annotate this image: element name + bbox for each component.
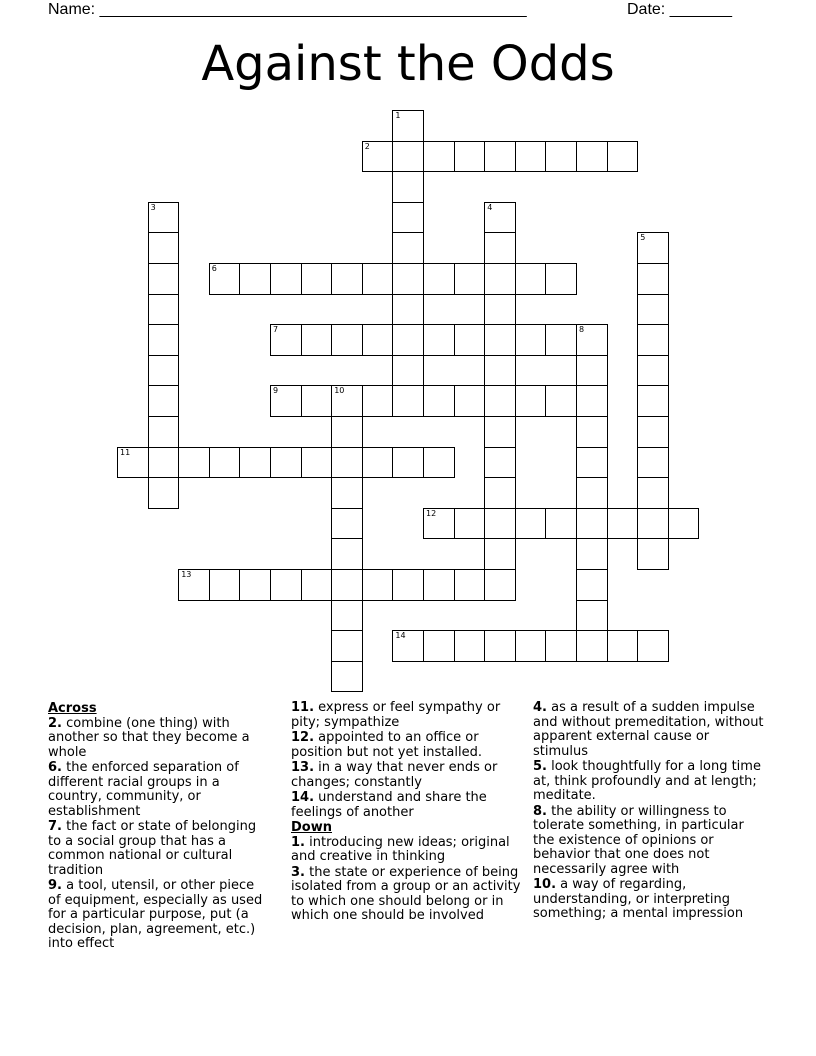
crossword-cell[interactable] — [148, 232, 180, 264]
clue-down-4: 4. as a result of a sudden impulse and without premeditation, without apparent external cause or stimulus — [533, 700, 764, 759]
crossword-cell[interactable] — [331, 324, 363, 356]
crossword-cell[interactable] — [148, 416, 180, 448]
crossword-cell[interactable] — [484, 477, 516, 509]
crossword-cell[interactable] — [484, 385, 516, 417]
crossword-cell[interactable] — [423, 569, 455, 601]
crossword-cell[interactable] — [545, 324, 577, 356]
clue-across-6: 6. the enforced separation of different racial groups in a country, community, or establishment — [48, 760, 239, 819]
crossword-cell[interactable] — [392, 385, 424, 417]
crossword-cell[interactable] — [331, 600, 363, 632]
crossword-cell[interactable] — [637, 385, 669, 417]
crossword-cell[interactable] — [423, 385, 455, 417]
crossword-cell[interactable] — [423, 324, 455, 356]
crossword-cell[interactable] — [270, 447, 302, 479]
clue-across-14: 14. understand and share the feelings of another — [291, 790, 487, 820]
clue-across-11: 11. express or feel sympathy or pity; sympathize — [291, 700, 501, 730]
crossword-cell[interactable] — [423, 630, 455, 662]
crossword-cell[interactable] — [270, 324, 302, 356]
crossword-cell[interactable] — [301, 324, 333, 356]
crossword-cell[interactable] — [484, 141, 516, 173]
crossword-cell[interactable] — [148, 202, 180, 234]
clue-across-13: 13. in a way that never ends or changes; constantly — [291, 760, 498, 790]
crossword-cell[interactable] — [515, 630, 547, 662]
crossword-cell[interactable] — [209, 263, 241, 295]
crossword-cell[interactable] — [270, 569, 302, 601]
crossword-cell[interactable] — [484, 232, 516, 264]
crossword-cell[interactable] — [331, 477, 363, 509]
crossword-cell[interactable] — [637, 477, 669, 509]
crossword-cell[interactable] — [392, 141, 424, 173]
crossword-cell[interactable] — [515, 141, 547, 173]
clue-across-7: 7. the fact or state of belonging to a social group that has a common national or cultural tradition — [48, 819, 257, 878]
crossword-cell[interactable] — [576, 416, 608, 448]
crossword-cell[interactable] — [637, 324, 669, 356]
crossword-cell[interactable] — [392, 110, 424, 142]
clues-column-1 — [48, 701, 270, 953]
across-heading: Across — [48, 701, 97, 716]
crossword-cell[interactable] — [392, 294, 424, 326]
crossword-cell[interactable] — [576, 385, 608, 417]
crossword-cell[interactable] — [454, 263, 486, 295]
crossword-cell[interactable] — [362, 569, 394, 601]
clue-across-12: 12. appointed to an office or position but not yet installed. — [291, 730, 482, 760]
crossword-cell[interactable] — [576, 447, 608, 479]
crossword-cell[interactable] — [576, 538, 608, 570]
crossword-cell[interactable] — [301, 447, 333, 479]
crossword-cell[interactable] — [484, 416, 516, 448]
clue-number: 5 — [640, 233, 646, 243]
crossword-cell[interactable] — [484, 355, 516, 387]
crossword-cell[interactable] — [331, 569, 363, 601]
clue-number: 2 — [364, 141, 370, 151]
crossword-cell[interactable] — [484, 324, 516, 356]
clues-column-2 — [291, 701, 525, 925]
crossword-cell[interactable] — [637, 263, 669, 295]
crossword-cell[interactable] — [423, 141, 455, 173]
crossword-cell[interactable] — [576, 355, 608, 387]
crossword-cell[interactable] — [484, 569, 516, 601]
crossword-cell[interactable] — [148, 324, 180, 356]
crossword-cell[interactable] — [454, 508, 486, 540]
crossword-cell[interactable] — [331, 538, 363, 570]
crossword-cell[interactable] — [148, 385, 180, 417]
clue-number: 8 — [579, 325, 585, 335]
crossword-cell[interactable] — [148, 355, 180, 387]
crossword-cell[interactable] — [362, 324, 394, 356]
clue-across-2: 2. combine (one thing) with another so that they become a whole — [48, 715, 250, 760]
crossword-cell[interactable] — [301, 569, 333, 601]
crossword-cell[interactable] — [484, 263, 516, 295]
crossword-cell[interactable] — [209, 569, 241, 601]
crossword-cell[interactable] — [270, 263, 302, 295]
crossword-cell[interactable] — [484, 538, 516, 570]
crossword-cell[interactable] — [484, 447, 516, 479]
crossword-cell[interactable] — [607, 508, 639, 540]
crossword-cell[interactable] — [576, 508, 608, 540]
clue-number: 7 — [273, 325, 279, 335]
crossword-cell[interactable] — [392, 263, 424, 295]
date-field[interactable]: Date: _______ — [627, 1, 732, 18]
crossword-cell[interactable] — [301, 385, 333, 417]
crossword-cell[interactable] — [545, 385, 577, 417]
crossword-cell[interactable] — [576, 477, 608, 509]
crossword-cell[interactable] — [576, 324, 608, 356]
crossword-cell[interactable] — [392, 232, 424, 264]
crossword-cell[interactable] — [178, 569, 210, 601]
clue-number: 9 — [273, 386, 279, 396]
crossword-cell[interactable] — [515, 324, 547, 356]
clue-down-3: 3. the state or experience of being isolated from a group or an activity to which one should belong or in which one should be involved — [291, 864, 521, 923]
crossword-cell[interactable] — [637, 416, 669, 448]
crossword-cell[interactable] — [239, 263, 271, 295]
crossword-cell[interactable] — [331, 385, 363, 417]
crossword-cell[interactable] — [545, 630, 577, 662]
crossword-cell[interactable] — [637, 232, 669, 264]
crossword-cell[interactable] — [239, 569, 271, 601]
crossword-cell[interactable] — [423, 508, 455, 540]
crossword-cell[interactable] — [515, 508, 547, 540]
crossword-cell[interactable] — [423, 447, 455, 479]
crossword-cell[interactable] — [270, 385, 302, 417]
crossword-cell[interactable] — [454, 324, 486, 356]
down-heading: Down — [291, 820, 332, 835]
crossword-cell[interactable] — [392, 171, 424, 203]
clue-number: 4 — [487, 202, 493, 212]
crossword-cell[interactable] — [637, 538, 669, 570]
crossword-cell[interactable] — [178, 447, 210, 479]
clue-down-5: 5. look thoughtfully for a long time at, think profoundly and at length; meditate. — [533, 759, 761, 803]
crossword-cell[interactable] — [392, 630, 424, 662]
crossword-cell[interactable] — [392, 569, 424, 601]
crossword-cell[interactable] — [484, 630, 516, 662]
clue-number: 10 — [334, 386, 345, 396]
crossword-cell[interactable] — [331, 263, 363, 295]
crossword-cell[interactable] — [545, 141, 577, 173]
crossword-cell[interactable] — [668, 508, 700, 540]
crossword-cell[interactable] — [331, 661, 363, 693]
crossword-cell[interactable] — [484, 294, 516, 326]
crossword-cell[interactable] — [331, 416, 363, 448]
crossword-cell[interactable] — [607, 630, 639, 662]
clue-number: 6 — [211, 264, 217, 273]
crossword-cell[interactable] — [637, 355, 669, 387]
crossword-cell[interactable] — [484, 202, 516, 234]
crossword-cell[interactable] — [148, 294, 180, 326]
crossword-cell[interactable] — [576, 630, 608, 662]
crossword-cell[interactable] — [362, 385, 394, 417]
clue-down-10: 10. a way of regarding, understanding, or interpreting something; a mental impression — [533, 877, 744, 921]
crossword-cell[interactable] — [454, 630, 486, 662]
clue-number: 3 — [150, 202, 156, 212]
crossword-cell[interactable] — [148, 477, 180, 509]
crossword-cell[interactable] — [362, 263, 394, 295]
crossword-cell[interactable] — [545, 263, 577, 295]
clue-down-1: 1. introducing new ideas; original and creative in thinking — [291, 834, 510, 864]
crossword-cell[interactable] — [117, 447, 149, 479]
crossword-cell[interactable] — [637, 294, 669, 326]
clue-number: 11 — [120, 447, 131, 457]
clues-column-3 — [533, 701, 765, 923]
crossword-cell[interactable] — [545, 508, 577, 540]
name-field[interactable]: Name: ________________________________________________ — [48, 1, 527, 18]
clue-down-8: 8. the ability or willingness to tolerate something, in particular the existence of opinions or behavior that one does not necessarily agree with — [533, 803, 744, 877]
crossword-cell[interactable] — [148, 263, 180, 295]
crossword-cell[interactable] — [484, 508, 516, 540]
crossword-cell[interactable] — [576, 600, 608, 632]
crossword-cell[interactable] — [392, 355, 424, 387]
crossword-cell[interactable] — [331, 630, 363, 662]
crossword-cell[interactable] — [239, 447, 271, 479]
crossword-cell[interactable] — [209, 447, 241, 479]
crossword-cell[interactable] — [148, 447, 180, 479]
crossword-cell[interactable] — [515, 263, 547, 295]
crossword-cell[interactable] — [392, 324, 424, 356]
crossword-cell[interactable] — [362, 141, 394, 173]
crossword-cell[interactable] — [331, 447, 363, 479]
crossword-cell[interactable] — [331, 508, 363, 540]
crossword-cell[interactable] — [392, 447, 424, 479]
page-title: Against the Odds — [201, 36, 615, 92]
crossword-cell[interactable] — [576, 569, 608, 601]
crossword-cell[interactable] — [454, 385, 486, 417]
clue-number: 13 — [181, 570, 192, 579]
crossword-cell[interactable] — [392, 202, 424, 234]
crossword-cell[interactable] — [607, 141, 639, 173]
clue-number: 12 — [426, 508, 437, 518]
crossword-cell[interactable] — [637, 447, 669, 479]
crossword-cell[interactable] — [362, 447, 394, 479]
crossword-cell[interactable] — [637, 630, 669, 662]
crossword-cell[interactable] — [576, 141, 608, 173]
crossword-cell[interactable] — [454, 569, 486, 601]
clue-number: 14 — [395, 631, 406, 641]
clue-number: 1 — [395, 111, 401, 120]
crossword-cell[interactable] — [423, 263, 455, 295]
crossword-cell[interactable] — [637, 508, 669, 540]
crossword-cell[interactable] — [301, 263, 333, 295]
crossword-cell[interactable] — [515, 385, 547, 417]
clue-across-9: 9. a tool, utensil, or other piece of equipment, especially as used for a particular purpose, put (a decision, plan, agreement, etc.) into effect — [48, 878, 263, 951]
crossword-cell[interactable] — [454, 141, 486, 173]
